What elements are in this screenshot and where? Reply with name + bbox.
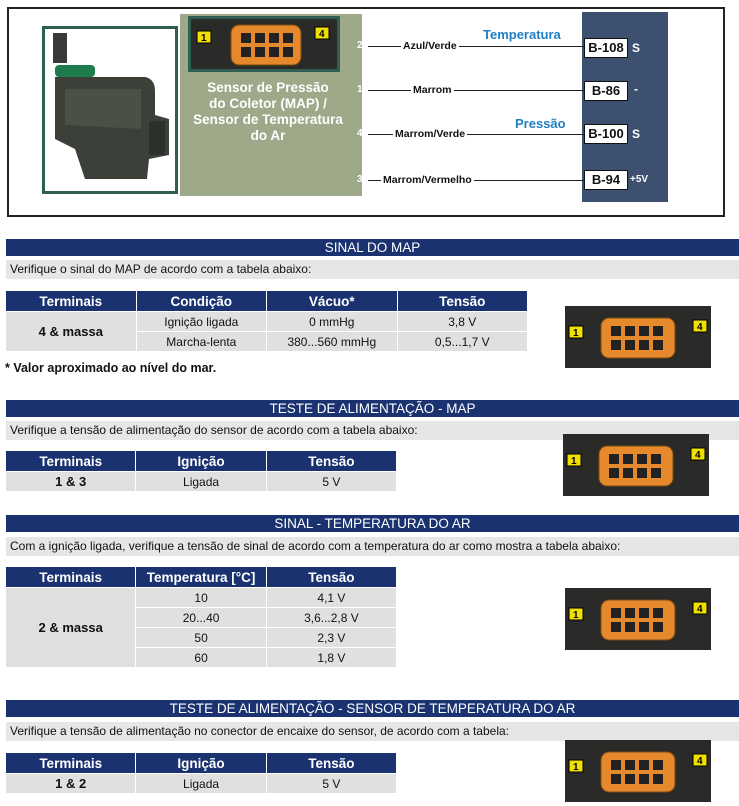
connector-photo — [563, 434, 709, 496]
ecu-pin: B-94 — [584, 170, 628, 190]
col-header: Condição — [136, 291, 267, 312]
section-desc: Com a ignição ligada, verifique a tensão de sinal de acordo com a temperatura do ar como mostra a tabela abaixo: — [6, 537, 739, 556]
section-desc: Verifique o sinal do MAP de acordo com a tabela abaixo: — [6, 260, 739, 279]
map-supply-table — [5, 450, 397, 492]
table-cell: Ligada — [136, 774, 266, 794]
connector-photo — [188, 16, 340, 72]
table-cell: 20...40 — [136, 608, 267, 628]
connector-photo — [565, 588, 711, 650]
section-title: SINAL DO MAP — [6, 239, 739, 256]
wire-label: Azul/Verde — [403, 40, 457, 52]
col-header: Terminais — [6, 291, 137, 312]
table-cell: 3,6...2,8 V — [266, 608, 396, 628]
signal-label: Temperatura — [483, 27, 561, 42]
sensor-title: Sensor de Pressão do Coletor (MAP) / Sensor de Temperatura do Ar — [193, 80, 343, 143]
wire-number: 3 — [357, 174, 363, 185]
col-header: Tensão — [266, 753, 396, 774]
section-desc: Verifique a tensão de alimentação do sensor de acordo com a tabela abaixo: — [6, 421, 739, 440]
svg-text:4: 4 — [695, 450, 701, 461]
table-cell: 60 — [136, 648, 267, 668]
col-header: Tensão — [266, 451, 396, 472]
svg-text:4: 4 — [697, 604, 703, 615]
table-cell: 4,1 V — [266, 588, 396, 608]
col-header: Terminais — [6, 753, 136, 774]
map-signal-table — [5, 290, 528, 352]
section-title: TESTE DE ALIMENTAÇÃO - SENSOR DE TEMPERATURA DO AR — [6, 700, 739, 717]
table-cell: 0,5...1,7 V — [397, 332, 527, 352]
terminal-cell: 2 & massa — [6, 588, 136, 668]
wire-line — [368, 90, 584, 91]
ecu-pin: B-108 — [584, 38, 628, 58]
connector-tag-right: 4 — [319, 29, 325, 40]
connector-tag-left: 1 — [201, 33, 207, 44]
ecu-pin: B-86 — [584, 81, 628, 101]
svg-text:1: 1 — [573, 610, 579, 621]
svg-text:1: 1 — [571, 456, 577, 467]
svg-text:1: 1 — [573, 328, 579, 339]
map-sensor-photo — [42, 26, 178, 194]
col-header: Terminais — [6, 567, 136, 588]
terminal-cell: 4 & massa — [6, 312, 137, 352]
ecu-pin: B-100 — [584, 124, 628, 144]
pin-mark: - — [634, 82, 638, 96]
table-cell: Marcha-lenta — [136, 332, 267, 352]
air-temp-supply-table — [5, 752, 397, 794]
svg-text:4: 4 — [697, 756, 703, 767]
wire-number: 2 — [357, 40, 363, 51]
wire-label: Marrom — [413, 84, 452, 96]
terminal-cell: 1 & 2 — [6, 774, 136, 794]
terminal-cell: 1 & 3 — [6, 472, 136, 492]
connector-photo — [565, 306, 711, 368]
footnote: * Valor aproximado ao nível do mar. — [5, 361, 217, 375]
connector-photo — [565, 740, 711, 802]
pin-mark: S — [632, 127, 641, 141]
signal-label: Pressão — [515, 116, 566, 131]
table-cell: 3,8 V — [397, 312, 527, 332]
section-title: SINAL - TEMPERATURA DO AR — [6, 515, 739, 532]
table-cell: Ligada — [136, 472, 266, 492]
table-cell: 10 — [136, 588, 267, 608]
pin-mark: +5V — [630, 174, 649, 185]
col-header: Ignição — [136, 753, 266, 774]
col-header: Terminais — [6, 451, 136, 472]
table-cell: 1,8 V — [266, 648, 396, 668]
table-cell: 2,3 V — [266, 628, 396, 648]
table-cell: 50 — [136, 628, 267, 648]
svg-text:1: 1 — [573, 762, 579, 773]
table-cell: 0 mmHg — [267, 312, 397, 332]
table-cell: 380...560 mmHg — [267, 332, 397, 352]
table-cell: 5 V — [266, 774, 396, 794]
wire-label: Marrom/Vermelho — [383, 174, 472, 186]
table-cell: Ignição ligada — [136, 312, 267, 332]
col-header: Tensão — [266, 567, 396, 588]
section-title: TESTE DE ALIMENTAÇÃO - MAP — [6, 400, 739, 417]
table-cell: 5 V — [266, 472, 396, 492]
col-header: Vácuo* — [267, 291, 397, 312]
svg-text:4: 4 — [697, 322, 703, 333]
wire-label: Marrom/Verde — [395, 128, 466, 140]
col-header: Ignição — [136, 451, 266, 472]
air-temp-signal-table — [5, 566, 397, 668]
col-header: Tensão — [397, 291, 527, 312]
section-desc: Verifique a tensão de alimentação no conector de encaixe do sensor, de acordo com a tabela: — [6, 722, 739, 741]
wire-number: 1 — [357, 84, 363, 95]
pin-mark: S — [632, 41, 641, 55]
wire-number: 4 — [357, 128, 363, 139]
col-header: Temperatura [°C] — [136, 567, 267, 588]
